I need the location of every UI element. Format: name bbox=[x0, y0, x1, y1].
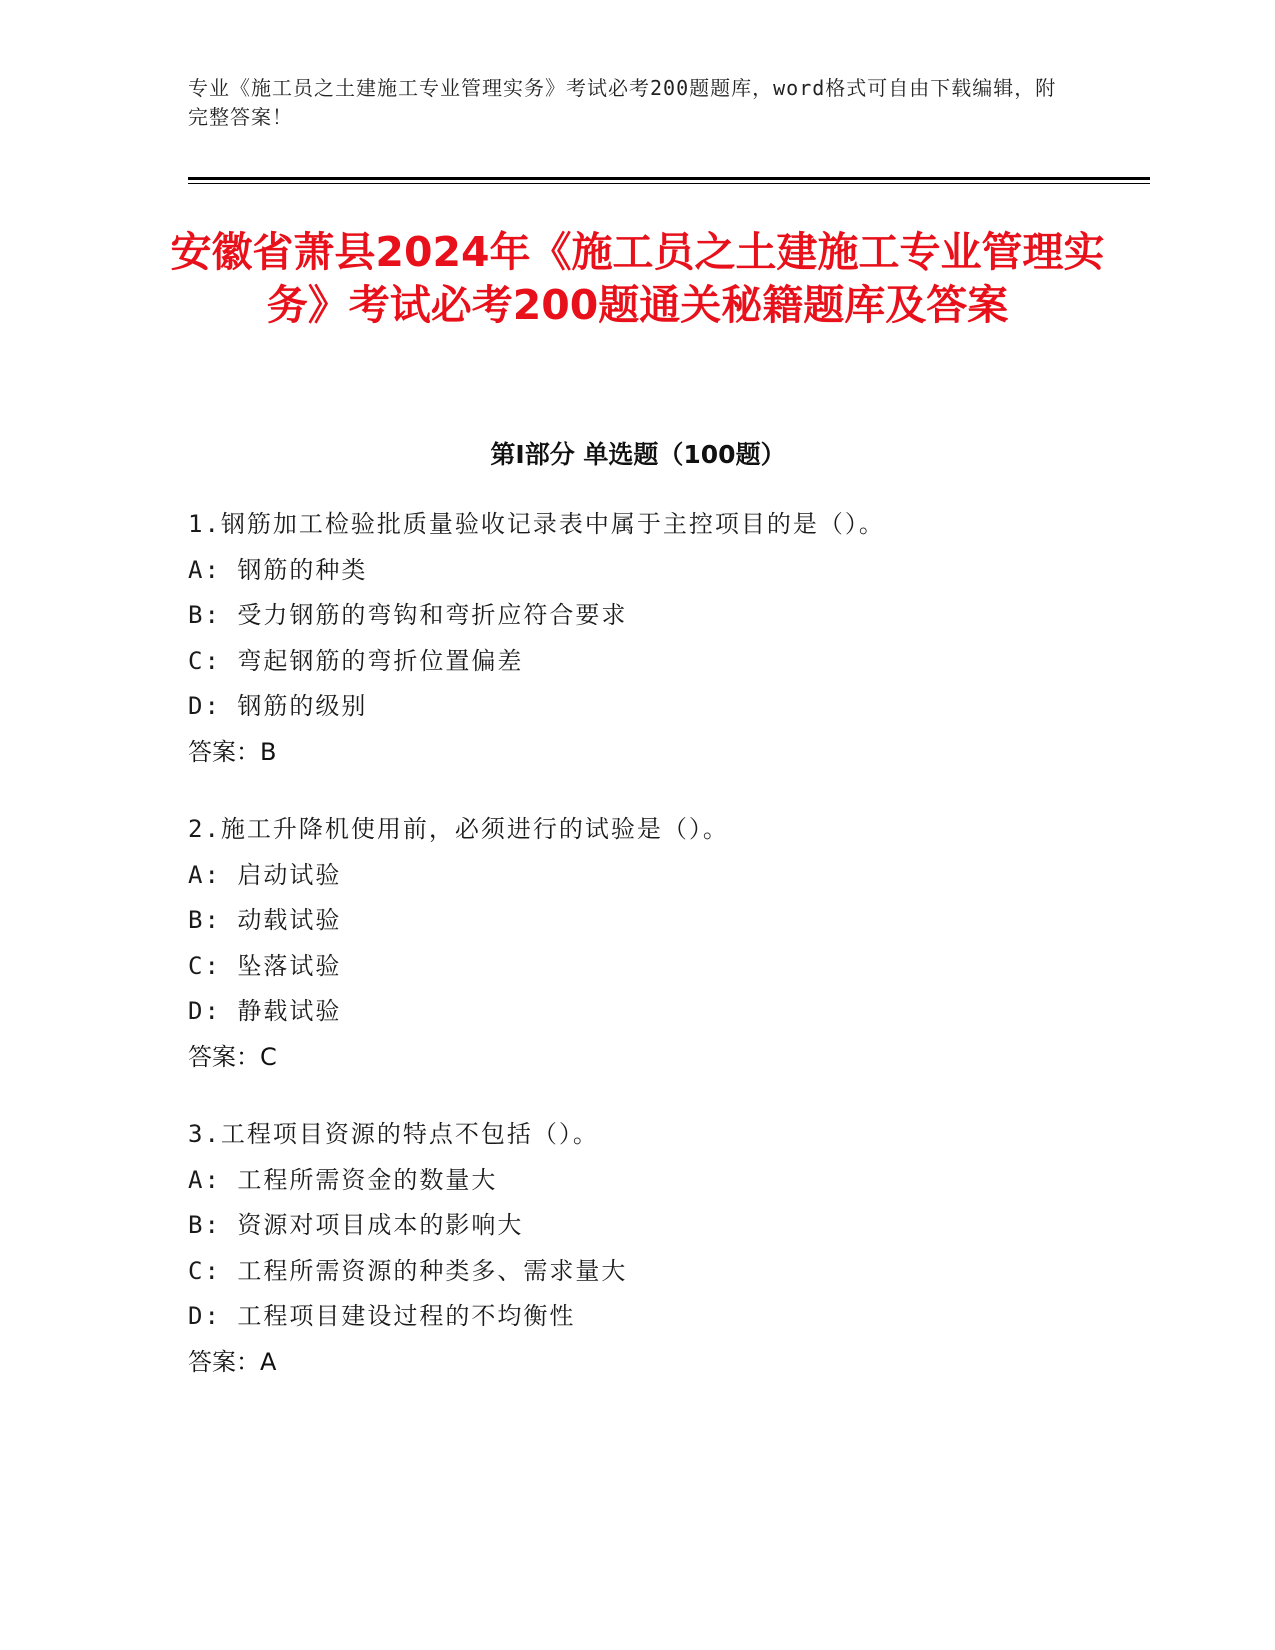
question-stem: 2.施工升降机使用前，必须进行的试验是（）。 bbox=[188, 815, 729, 843]
answer-label: 答案： bbox=[188, 1347, 260, 1376]
option-c: C: 工程所需资源的种类多、需求量大 bbox=[188, 1256, 628, 1285]
document-title: 安徽省萧县2024年《施工员之土建施工专业管理实务》考试必考200题通关秘籍题库及答案 bbox=[170, 228, 1105, 329]
header-rule-thick bbox=[188, 177, 1150, 180]
header-rule-thin bbox=[188, 183, 1150, 184]
answer-value: B bbox=[260, 737, 277, 766]
question-stem: 1.钢筋加工检验批质量验收记录表中属于主控项目的是（）。 bbox=[188, 510, 885, 538]
option-a: A: 钢筋的种类 bbox=[188, 555, 368, 584]
answer bbox=[188, 1340, 1108, 1386]
option-d: D: 工程项目建设过程的不均衡性 bbox=[188, 1302, 576, 1330]
option-b: B: 动载试验 bbox=[188, 906, 342, 934]
option-c: C: 坠落试验 bbox=[188, 951, 342, 980]
option-d: D: 静载试验 bbox=[188, 997, 342, 1025]
question-3 bbox=[188, 1112, 1108, 1385]
answer bbox=[188, 730, 1108, 776]
option-a: A: 工程所需资金的数量大 bbox=[188, 1165, 498, 1194]
header-note: 专业《施工员之土建施工专业管理实务》考试必考200题题库，word格式可自由下载编辑，附完整答案！ bbox=[188, 76, 1057, 129]
answer-value: A bbox=[260, 1347, 277, 1376]
option-d: D: 钢筋的级别 bbox=[188, 692, 368, 720]
question-stem: 3.工程项目资源的特点不包括（）。 bbox=[188, 1120, 599, 1148]
question-2 bbox=[188, 807, 1108, 1080]
section-heading: 第I部分 单选题（100题） bbox=[490, 440, 786, 469]
option-b: B: 资源对项目成本的影响大 bbox=[188, 1211, 524, 1239]
answer-value: C bbox=[260, 1042, 277, 1071]
option-a: A: 启动试验 bbox=[188, 860, 342, 889]
answer bbox=[188, 1035, 1108, 1081]
question-1 bbox=[188, 502, 1108, 775]
option-c: C: 弯起钢筋的弯折位置偏差 bbox=[188, 646, 524, 675]
answer-label: 答案： bbox=[188, 1042, 260, 1071]
answer-label: 答案： bbox=[188, 737, 260, 766]
option-b: B: 受力钢筋的弯钩和弯折应符合要求 bbox=[188, 601, 628, 629]
